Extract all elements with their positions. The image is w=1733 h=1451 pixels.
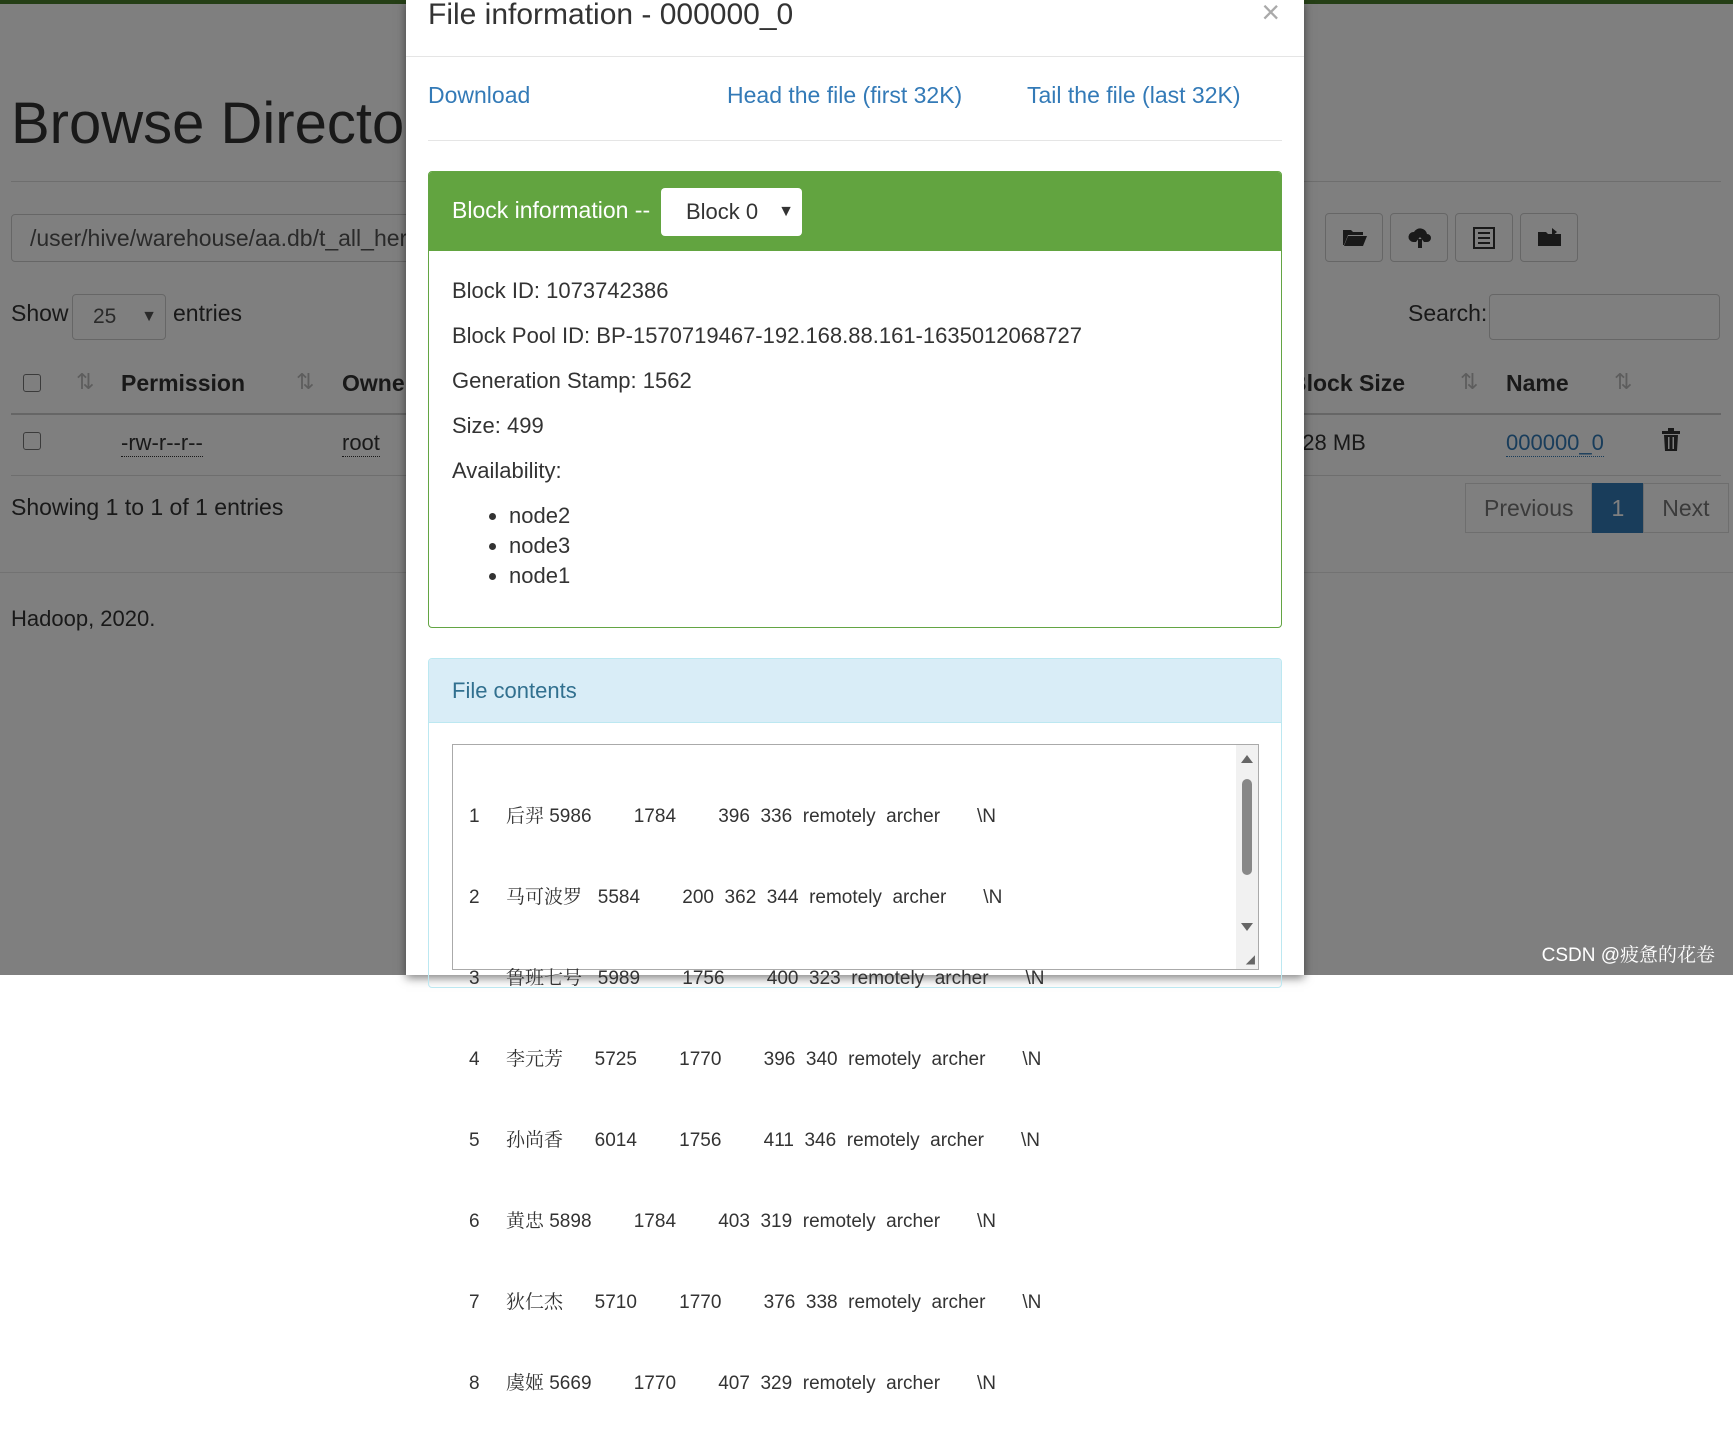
block-panel-header <box>429 172 1281 251</box>
chevron-down-icon: ▼ <box>778 203 794 220</box>
file-contents-title: File contents <box>452 678 577 703</box>
file-contents-panel <box>428 658 1282 1394</box>
watermark: CSDN @疲惫的花卷 <box>1541 945 1715 966</box>
download-link[interactable]: Download <box>428 82 531 108</box>
content-line: 6 黄忠 5898 1784 403 319 remotely archer \N <box>469 1211 996 1232</box>
list-item: • node3 <box>509 531 570 561</box>
block-pool-id: Block Pool ID: BP-1570719467-192.168.88.161-1635012068727 <box>452 323 1082 348</box>
availability-label: Availability: <box>452 458 562 483</box>
resize-grip-icon[interactable]: ◢ <box>1245 952 1255 966</box>
list-item: • node2 <box>509 501 570 531</box>
close-icon[interactable]: × <box>1261 0 1280 30</box>
content-line: 7 狄仁杰 5710 1770 376 338 remotely archer \N <box>469 1292 1042 1313</box>
links-divider <box>428 140 1282 141</box>
block-select-value: Block 0 <box>686 199 759 224</box>
head-file-link[interactable]: Head the file (first 32K) <box>727 82 963 108</box>
scroll-down-arrow-icon[interactable] <box>1241 923 1253 931</box>
file-contents-textarea[interactable] <box>452 744 1259 1394</box>
content-line: 5 孙尚香 6014 1756 411 346 remotely archer \N <box>469 1130 1040 1151</box>
modal-title: File information - 000000_0 <box>428 0 794 31</box>
file-contents-lines <box>469 749 1045 1451</box>
scroll-up-arrow-icon[interactable] <box>1241 755 1253 763</box>
block-panel-title: Block information -- <box>452 197 651 223</box>
content-line: 8 虞姬 5669 1770 407 329 remotely archer \N <box>469 1373 996 1394</box>
scrollbar-thumb[interactable] <box>1242 779 1252 875</box>
block-size: Size: 499 <box>452 413 544 438</box>
block-id: Block ID: 1073742386 <box>452 278 669 303</box>
modal-header-divider <box>406 56 1304 57</box>
content-line: 2 马可波罗 5584 200 362 344 remotely archer \N <box>469 887 1003 908</box>
content-line: 4 李元芳 5725 1770 396 340 remotely archer \N <box>469 1049 1042 1070</box>
availability-node-list <box>489 501 570 591</box>
content-line: 1 后羿 5986 1784 396 336 remotely archer \N <box>469 806 996 827</box>
vertical-scrollbar[interactable] <box>1236 745 1258 969</box>
generation-stamp: Generation Stamp: 1562 <box>452 368 692 393</box>
tail-file-link[interactable]: Tail the file (last 32K) <box>1027 82 1241 108</box>
content-line: 3 鲁班七号 5989 1756 400 323 remotely archer \N <box>469 968 1045 989</box>
list-item: • node1 <box>509 561 570 591</box>
file-information-modal <box>406 0 1304 1394</box>
block-select[interactable] <box>661 188 802 236</box>
block-information-panel <box>428 171 1282 628</box>
file-contents-header <box>429 659 1281 723</box>
